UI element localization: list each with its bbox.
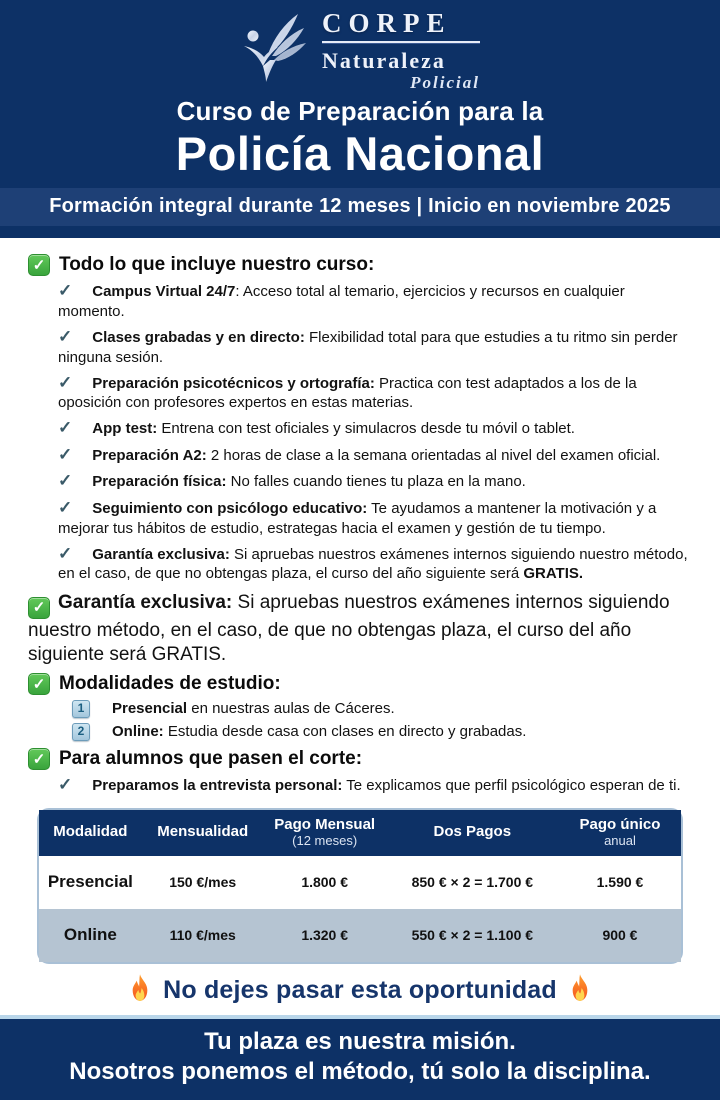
pricing-table-header-row — [39, 810, 681, 856]
item-text: Estudia desde casa con clases en directo y grabadas. — [163, 723, 527, 741]
course-title-line2: Policía Nacional — [175, 127, 545, 180]
cell-pago-unico: 900 € — [602, 927, 638, 944]
item-check-icon: ✓ — [58, 326, 73, 346]
include-item-garantia — [58, 543, 692, 584]
section-modalidades-heading — [28, 673, 692, 695]
item-text: Flexibilidad total para que estudies a tu ritmo sin perder ninguna sesión. — [58, 328, 678, 366]
item-text: Te explicamos que perfil psicológico esperan de ti. — [342, 776, 681, 794]
item-bold: Preparación psicotécnicos y ortografía: — [92, 374, 375, 392]
logo-text — [322, 8, 480, 93]
header-cell-pago-mensual: Pago Mensual (12 meses) — [274, 816, 376, 848]
brand-name: CORPE — [322, 7, 452, 38]
footer-banner — [0, 1019, 720, 1100]
cell-pago-mensual: 1.800 € — [301, 874, 349, 891]
item-bold-suffix: GRATIS. — [523, 565, 584, 583]
item-check-icon: ✓ — [58, 471, 73, 491]
header — [0, 0, 720, 238]
item-check-icon: ✓ — [58, 543, 73, 563]
header-bottom-spacer — [0, 226, 720, 238]
include-item-psicologo — [58, 497, 692, 538]
fire-icon — [569, 974, 591, 1007]
item-check-icon: ✓ — [58, 774, 73, 794]
includes-list — [58, 280, 692, 583]
section-includes-heading — [28, 254, 692, 276]
cta-text: No dejes pasar esta oportunidad — [163, 975, 557, 1004]
include-item-clases — [58, 326, 692, 367]
item-bold: Preparamos la entrevista personal: — [92, 776, 343, 794]
check-emoji-icon: ✓ — [28, 597, 50, 619]
cell-modalidad: Online — [63, 925, 117, 945]
tagline-policial: Policial — [410, 72, 480, 92]
include-item-fisica — [58, 470, 692, 492]
garantia-bold: Garantía exclusiva: — [58, 592, 233, 614]
footer-line1: Tu plaza es nuestra misión. — [204, 1027, 516, 1055]
item-text: No falles cuando tienes tu plaza en la mano. — [226, 473, 526, 491]
table-row-presencial — [39, 856, 681, 909]
tagline-naturaleza: Naturaleza — [322, 47, 446, 73]
check-emoji-icon: ✓ — [28, 673, 50, 695]
cell-dos-pagos: 550 € × 2 = 1.100 € — [411, 927, 534, 944]
section-garantia — [28, 591, 692, 667]
corte-heading-text: Para alumnos que pasen el corte: — [59, 747, 363, 769]
corpe-logo — [0, 6, 720, 94]
garantia-text: Si apruebas nuestros exámenes internos siguiendo nuestro método, en el caso, de que no obtengas plaza, el curso del año siguiente será GRATIS. — [28, 592, 670, 665]
brand-underline — [322, 41, 480, 43]
item-bold: Online: — [112, 723, 164, 741]
subtitle-banner: Formación integral durante 12 meses | Inicio en noviembre 2025 — [0, 188, 720, 226]
badge-1-icon: 1 — [72, 700, 90, 718]
item-bold: Preparación física: — [92, 473, 227, 491]
item-text: Entrena con test oficiales y simulacros desde tu móvil o tablet. — [157, 420, 575, 438]
item-text: : Acceso total al temario, ejercicios y recursos en cualquier momento. — [58, 283, 625, 320]
corte-item-entrevista — [58, 774, 692, 796]
item-bold: Campus Virtual 24/7 — [92, 283, 236, 301]
include-item-a2 — [58, 444, 692, 466]
item-check-icon: ✓ — [58, 497, 73, 517]
item-bold: Preparación A2: — [92, 446, 207, 464]
cell-mensualidad: 110 €/mes — [169, 927, 236, 944]
modalidad-item-presencial — [72, 699, 692, 719]
include-item-apptest — [58, 417, 692, 439]
header-cell-dos-pagos: Dos Pagos — [433, 823, 512, 841]
fire-icon — [129, 974, 151, 1007]
item-text: Te ayudamos a mantener la motivación y a mejorar tus hábitos de estudio, estrategas hacia el examen y gestión de tu tiempo. — [58, 499, 657, 537]
include-item-psicotecnicos — [58, 372, 692, 413]
badge-2-icon: 2 — [72, 723, 90, 741]
pricing-table — [37, 808, 683, 964]
cell-pago-unico: 1.590 € — [596, 874, 644, 891]
modalidades-list — [72, 699, 692, 742]
item-bold: App test: — [92, 420, 158, 438]
modalidades-heading-text: Modalidades de estudio: — [59, 672, 281, 694]
cta-banner — [28, 974, 692, 1007]
modalidad-item-online — [72, 722, 692, 742]
table-row-online — [39, 909, 681, 962]
item-text: en nuestras aulas de Cáceres. — [187, 699, 395, 717]
footer — [0, 1015, 720, 1100]
check-emoji-icon: ✓ — [28, 254, 50, 276]
item-check-icon: ✓ — [58, 281, 73, 301]
item-bold: Clases grabadas y en directo: — [92, 328, 305, 346]
item-check-icon: ✓ — [58, 418, 73, 438]
cell-modalidad: Presencial — [47, 872, 133, 892]
corte-list — [58, 774, 692, 796]
header-cell-modalidad: Modalidad — [53, 823, 128, 841]
header-cell-mensualidad: Mensualidad — [157, 823, 249, 841]
item-bold: Garantía exclusiva: — [92, 545, 230, 563]
main-content — [0, 238, 720, 1014]
cell-mensualidad: 150 €/mes — [169, 874, 237, 891]
item-bold: Seguimiento con psicólogo educativo: — [92, 499, 368, 517]
includes-heading-text: Todo lo que incluye nuestro curso: — [59, 254, 375, 276]
include-item-campus — [58, 280, 692, 321]
item-text: Si apruebas nuestros exámenes internos siguiendo nuestro método, en el caso, de que no obtengas plaza, el curso del año siguiente será — [58, 545, 688, 583]
item-check-icon: ✓ — [58, 444, 73, 464]
logo-figure-icon — [240, 10, 312, 91]
item-text: Practica con test adaptados a los de la oposición con profesores expertos en estas materias. — [58, 374, 637, 412]
item-text: 2 horas de clase a la semana orientadas al nivel del examen oficial. — [206, 446, 661, 464]
cell-dos-pagos: 850 € × 2 = 1.700 € — [411, 874, 534, 891]
section-corte-heading — [28, 748, 692, 770]
item-check-icon: ✓ — [58, 372, 73, 392]
check-emoji-icon: ✓ — [28, 748, 50, 770]
course-title-line1: Curso de Preparación para la — [176, 96, 544, 126]
footer-line2: Nosotros ponemos el método, tú solo la disciplina. — [69, 1057, 651, 1085]
cell-pago-mensual: 1.320 € — [301, 927, 349, 944]
item-bold: Presencial — [112, 699, 188, 717]
header-cell-pago-unico: Pago único anual — [579, 816, 661, 848]
